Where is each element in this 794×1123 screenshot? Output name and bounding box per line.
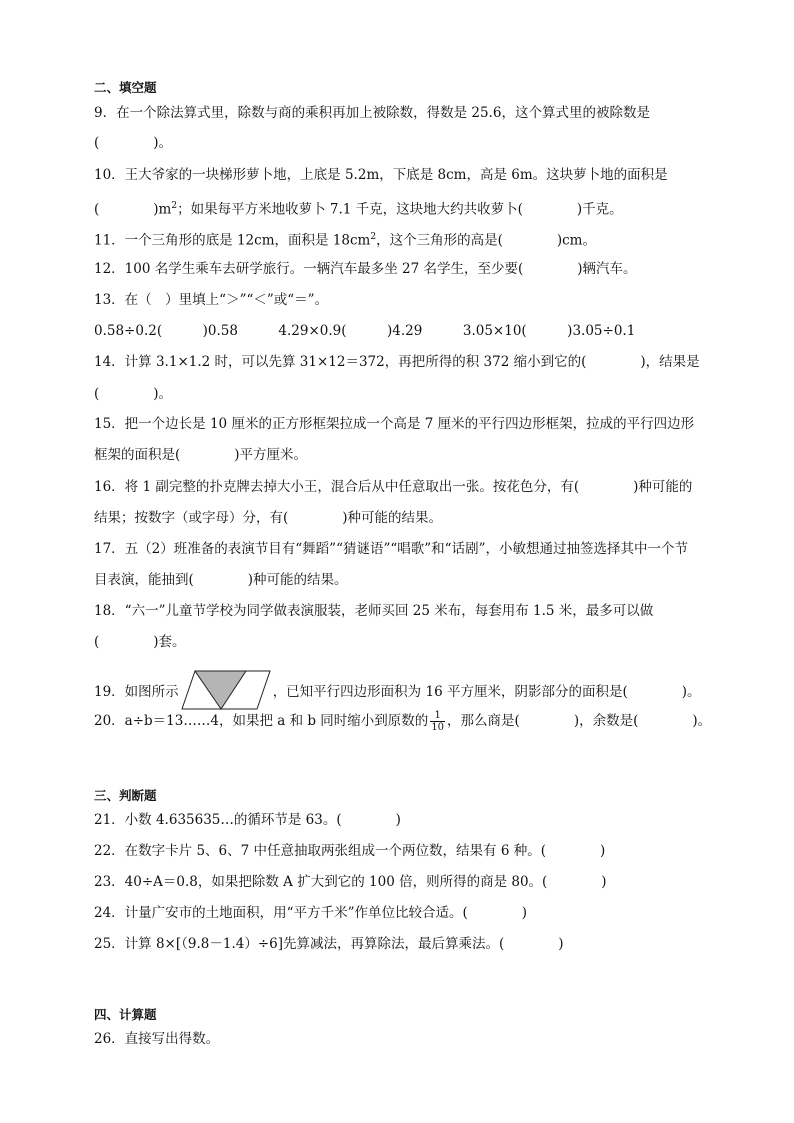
section-judge-heading: 三、判断题 [94,788,157,803]
q11-text-a: 11．一个三角形的底是 12cm，面积是 18cm [94,232,371,249]
question-22: 22．在数字卡片 5、6、7 中任意抽取两张组成一个两位数，结果有 6 种。( ) [94,843,606,859]
parallelogram-figure [181,670,271,715]
q11-superscript: 2 [370,232,377,242]
question-9-line-1: 9．在一个除法算式里，除数与商的乘积再加上被除数，得数是 25.6，这个算式里的被除数是 [94,105,650,121]
question-14-line-1: 14．计算 3.1×1.2 时，可以先算 31×12＝372，再把所得的积 372 缩小到它的( )，结果是 [94,354,700,370]
q20-text-b: ，那么商是( )，余数是( )。 [447,713,712,729]
q10-blank-area: ( )m [94,201,172,218]
section-calc-heading: 四、计算题 [94,1007,157,1022]
question-16-line-1: 16．将 1 副完整的扑克牌去掉大小王，混合后从中任意取出一张。按花色分，有( )种可能的 [94,479,693,495]
question-10-line-2 [94,197,623,219]
question-20 [94,710,711,733]
question-15-line-1: 15．把一个边长是 10 厘米的正方形框架拉成一个高是 7 厘米的平行四边形框架，拉成的平行四边形 [94,416,695,432]
question-19 [94,670,700,715]
q10-rest: ；如果每平方米地收萝卜 7.1 千克，这块地大约共收萝卜( )千克。 [177,201,623,218]
fraction-numerator: 1 [430,710,445,722]
q20-text-a: 20．a÷b＝13……4，如果把 a 和 b 同时缩小到原数的 [94,713,429,729]
question-12: 12．100 名学生乘车去研学旅行。一辆汽车最多坐 27 名学生，至少要( )辆汽车。 [94,261,637,277]
question-13-line-2: 0.58÷0.2( )0.58 4.29×0.9( )4.29 3.05×10( )3.05÷0.1 [94,323,636,339]
question-15-line-2: 框架的面积是( )平方厘米。 [94,447,308,463]
question-18-line-1: 18．“六一”儿童节学校为同学做表演服装，老师买回 25 米布，每套用布 1.5 米，最多可以做 [94,603,654,619]
q10-superscript: 2 [171,201,178,211]
question-18-line-2: ( )套。 [94,634,186,650]
q19-text-a: 19．如图所示 [94,684,179,700]
question-13-line-1: 13．在（ ）里填上“＞”“＜”或“＝”。 [94,292,329,308]
question-26: 26．直接写出得数。 [94,1031,220,1047]
question-9-line-2: ( )。 [94,135,173,151]
section-fill-in-heading: 二、填空题 [94,80,157,95]
q19-text-b: ，已知平行四边形面积为 16 平方厘米，阴影部分的面积是( )。 [272,684,701,700]
question-16-line-2: 结果；按数字（或字母）分，有( )种可能的结果。 [94,510,443,526]
question-21: 21．小数 4.635635…的循环节是 63。( ) [94,812,401,828]
fraction-denominator: 10 [431,722,445,733]
question-24: 24．计量广安市的土地面积，用“平方千米”作单位比较合适。( ) [94,905,528,921]
question-17-line-2: 目表演，能抽到( )种可能的结果。 [94,572,348,588]
question-17-line-1: 17．五（2）班准备的表演节目有“舞蹈”“猜谜语”“唱歌”和“话剧”，小敏想通过抽签选择其中一个节 [94,541,688,557]
question-25: 25．计算 8×[（9.8－1.4）÷6]先算减法，再算除法，最后算乘法。( ) [94,936,564,952]
question-23: 23．40÷A＝0.8，如果把除数 A 扩大到它的 100 倍，则所得的商是 80。( ) [94,874,607,890]
question-14-line-2: ( )。 [94,386,173,402]
question-11 [94,228,596,250]
q11-text-b: ，这个三角形的高是( )cm。 [376,232,596,249]
question-10-line-1: 10．王大爷家的一块梯形萝卜地，上底是 5.2m，下底是 8cm，高是 6m。这块萝卜地的面积是 [94,167,668,183]
fraction-one-tenth [430,710,445,733]
